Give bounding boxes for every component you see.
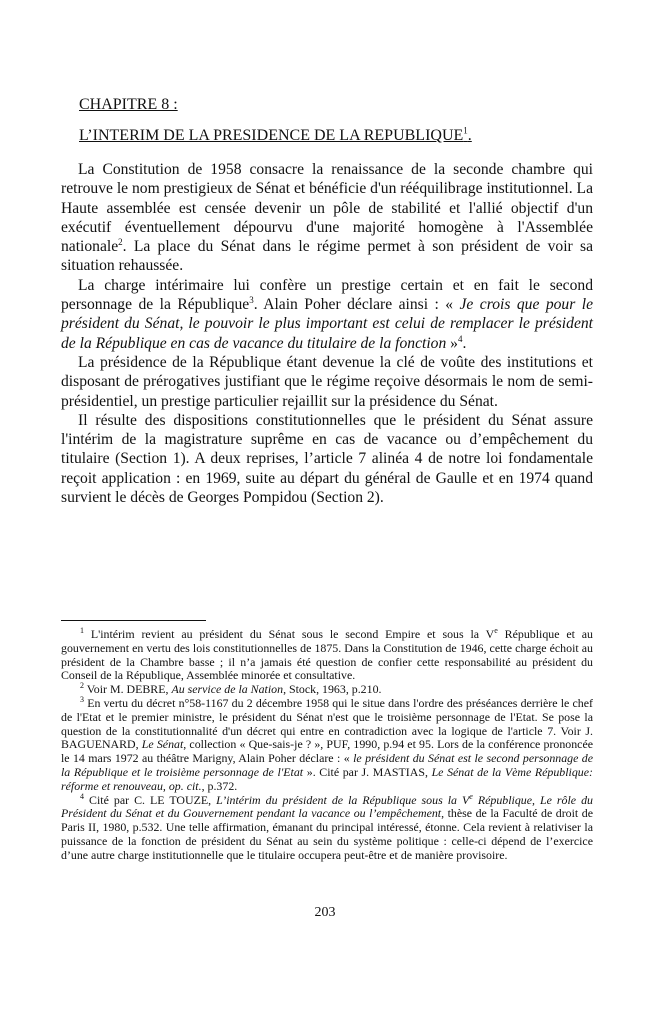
paragraph-2-text-c: » xyxy=(446,334,458,352)
footnote-4-thesis-title-b: République, Le rôle du Président du Sénat et du Gouvernement pendant la vacance ou l’empêchement xyxy=(61,792,594,821)
footnote-4 xyxy=(61,791,594,863)
footnote-1 xyxy=(61,628,593,683)
footnote-number-2: 2 xyxy=(80,681,84,691)
paragraph-2-text-b: . Alain Poher déclare ainsi : « xyxy=(253,296,460,314)
footnote-ref-2: 2 xyxy=(118,237,123,247)
footnote-3 xyxy=(61,697,593,794)
footnote-number-3: 3 xyxy=(80,695,84,705)
paragraph-4: Il résulte des dispositions constitutionnelles que le président du Sénat assure l'intérim de la magistrature suprême en cas de vacance ou d’empêchement du titulaire (Section 1). A deux reprises, l’article 7 alinéa 4 de notre loi fondamentale reçoit application : en 1969, suite au départ du général de Gaulle et en 1974 quand survient le décès de Georges Pompidou (Section 2). xyxy=(61,411,593,507)
footnote-4-thesis-title-a: L’intérim du président de la République sous la V xyxy=(216,792,470,807)
footnote-4-text-b: , thèse de la Faculté de droit de Paris II, 1980, p.532. Une telle affirmation, émanant du principal intéressé, étonne. Cela revient à relativiser la puissance de la fonction de président du Sénat au sein du système politique : celle-ci dépend de l’exercice d’une autre charge institutionnelle que le titulaire occupera peut-être et de manière provisoire. xyxy=(61,806,593,862)
footnote-number-4: 4 xyxy=(80,791,84,801)
footnote-3-book-title: Le Sénat xyxy=(141,737,184,752)
footnote-3-text-b: , collection « Que-sais-je ? », PUF, 1990, p.94 et 95. Lors de la conférence prononcée le 14 mars 1972 au théâtre Marigny, Alain Poher déclare : « xyxy=(61,737,594,766)
footnote-2-text-a: Voir M. DEBRE, xyxy=(84,682,172,697)
paragraph-1-text-a: La Constitution de 1958 consacre la renaissance de la seconde chambre qui retrouve le nom prestigieux de Sénat et bénéficie d'un rééquilibrage institutionnel. La Haute assemblée est censée devenir un pôle de stabilité et l'allié objectif d'un exécutif éventuellement dépourvu d'une majorité homogène à l'Assemblée nationale xyxy=(61,161,593,256)
footnote-1-text-b: République et au gouvernement en vertu des lois constitutionnelles de 1875. Dans la Constitution de 1946, cette charge échoit au président de la Chambre basse ; il n’a jamais été question de confier cette responsabilité au président du Conseil de la République, Assemblée minorée et consultative. xyxy=(61,627,593,683)
footnote-3-quote: le président du Sénat est le second personnage de la République et le troisième personnage de l'Etat xyxy=(61,751,594,779)
footnote-3-text-d: , p.372. xyxy=(201,778,238,793)
paragraph-3: La présidence de la République étant devenue la clé de voûte des institutions et disposant de prérogatives justifiant que le régime reçoive désormais le nom de semi-présidentiel, un prestige particulier rejaillit sur la présidence du Sénat. xyxy=(61,353,593,410)
paragraph-1 xyxy=(61,160,593,276)
footnote-ref-1: 1 xyxy=(463,125,468,136)
chapter-title xyxy=(79,127,472,145)
page-number: 203 xyxy=(314,905,336,920)
paragraph-2 xyxy=(61,276,593,353)
footnote-1-text-a: L'intérim revient au président du Sénat sous le second Empire et sous la V xyxy=(84,627,495,641)
footnote-4-sup: e xyxy=(469,791,473,801)
footnote-2-book-title: Au service de la Nation xyxy=(171,682,284,697)
body-text xyxy=(61,160,593,507)
chapter-title-end: . xyxy=(467,127,472,144)
paragraph-2-text-a: La charge intérimaire lui confère un prestige certain et en fait le second personnage de la République xyxy=(61,276,593,314)
footnotes xyxy=(61,628,593,863)
paragraph-2-text-d: . xyxy=(462,334,467,352)
footnote-ref-4: 4 xyxy=(457,333,463,344)
chapter-title-text: L’INTERIM DE LA PRESIDENCE DE LA REPUBLIQUE xyxy=(79,127,464,144)
paragraph-1-text-b: . La place du Sénat dans le régime permet à son président de voir sa situation rehaussée. xyxy=(61,238,593,275)
footnote-1-sup: e xyxy=(494,626,498,636)
poher-quote: Je crois que pour le président du Sénat, le pouvoir le plus important est celui de remplacer le président de la République en cas de vacance du titulaire de la fonction xyxy=(61,296,593,352)
footnote-2 xyxy=(61,683,593,697)
chapter-heading: CHAPITRE 8 : xyxy=(79,96,178,113)
footnote-3-text-a: En vertu du décret n°58-1167 du 2 décembre 1958 qui le situe dans l'ordre des préséances derrière le chef de l'Etat et le premier ministre, le président du Sénat n'est que le troisième personnage de l'Etat. Se pose la question de la constitutionnalité d'un décret qui entre en contradiction avec la logique de l'article 7. Voir J. BAGUENARD, xyxy=(61,695,593,752)
footnote-3-book-title-2: Le Sénat de la Vème République: réforme et renouveau, op. cit. xyxy=(61,764,593,793)
footnote-ref-3: 3 xyxy=(249,294,254,305)
footnote-number-1: 1 xyxy=(80,626,84,636)
footnote-separator xyxy=(61,620,206,621)
footnote-3-text-c: ». Cité par J. MASTIAS, xyxy=(303,764,432,779)
footnote-2-text-b: , Stock, 1963, p.210. xyxy=(283,682,382,697)
footnote-4-text-a: Cité par C. LE TOUZE, xyxy=(84,792,217,807)
